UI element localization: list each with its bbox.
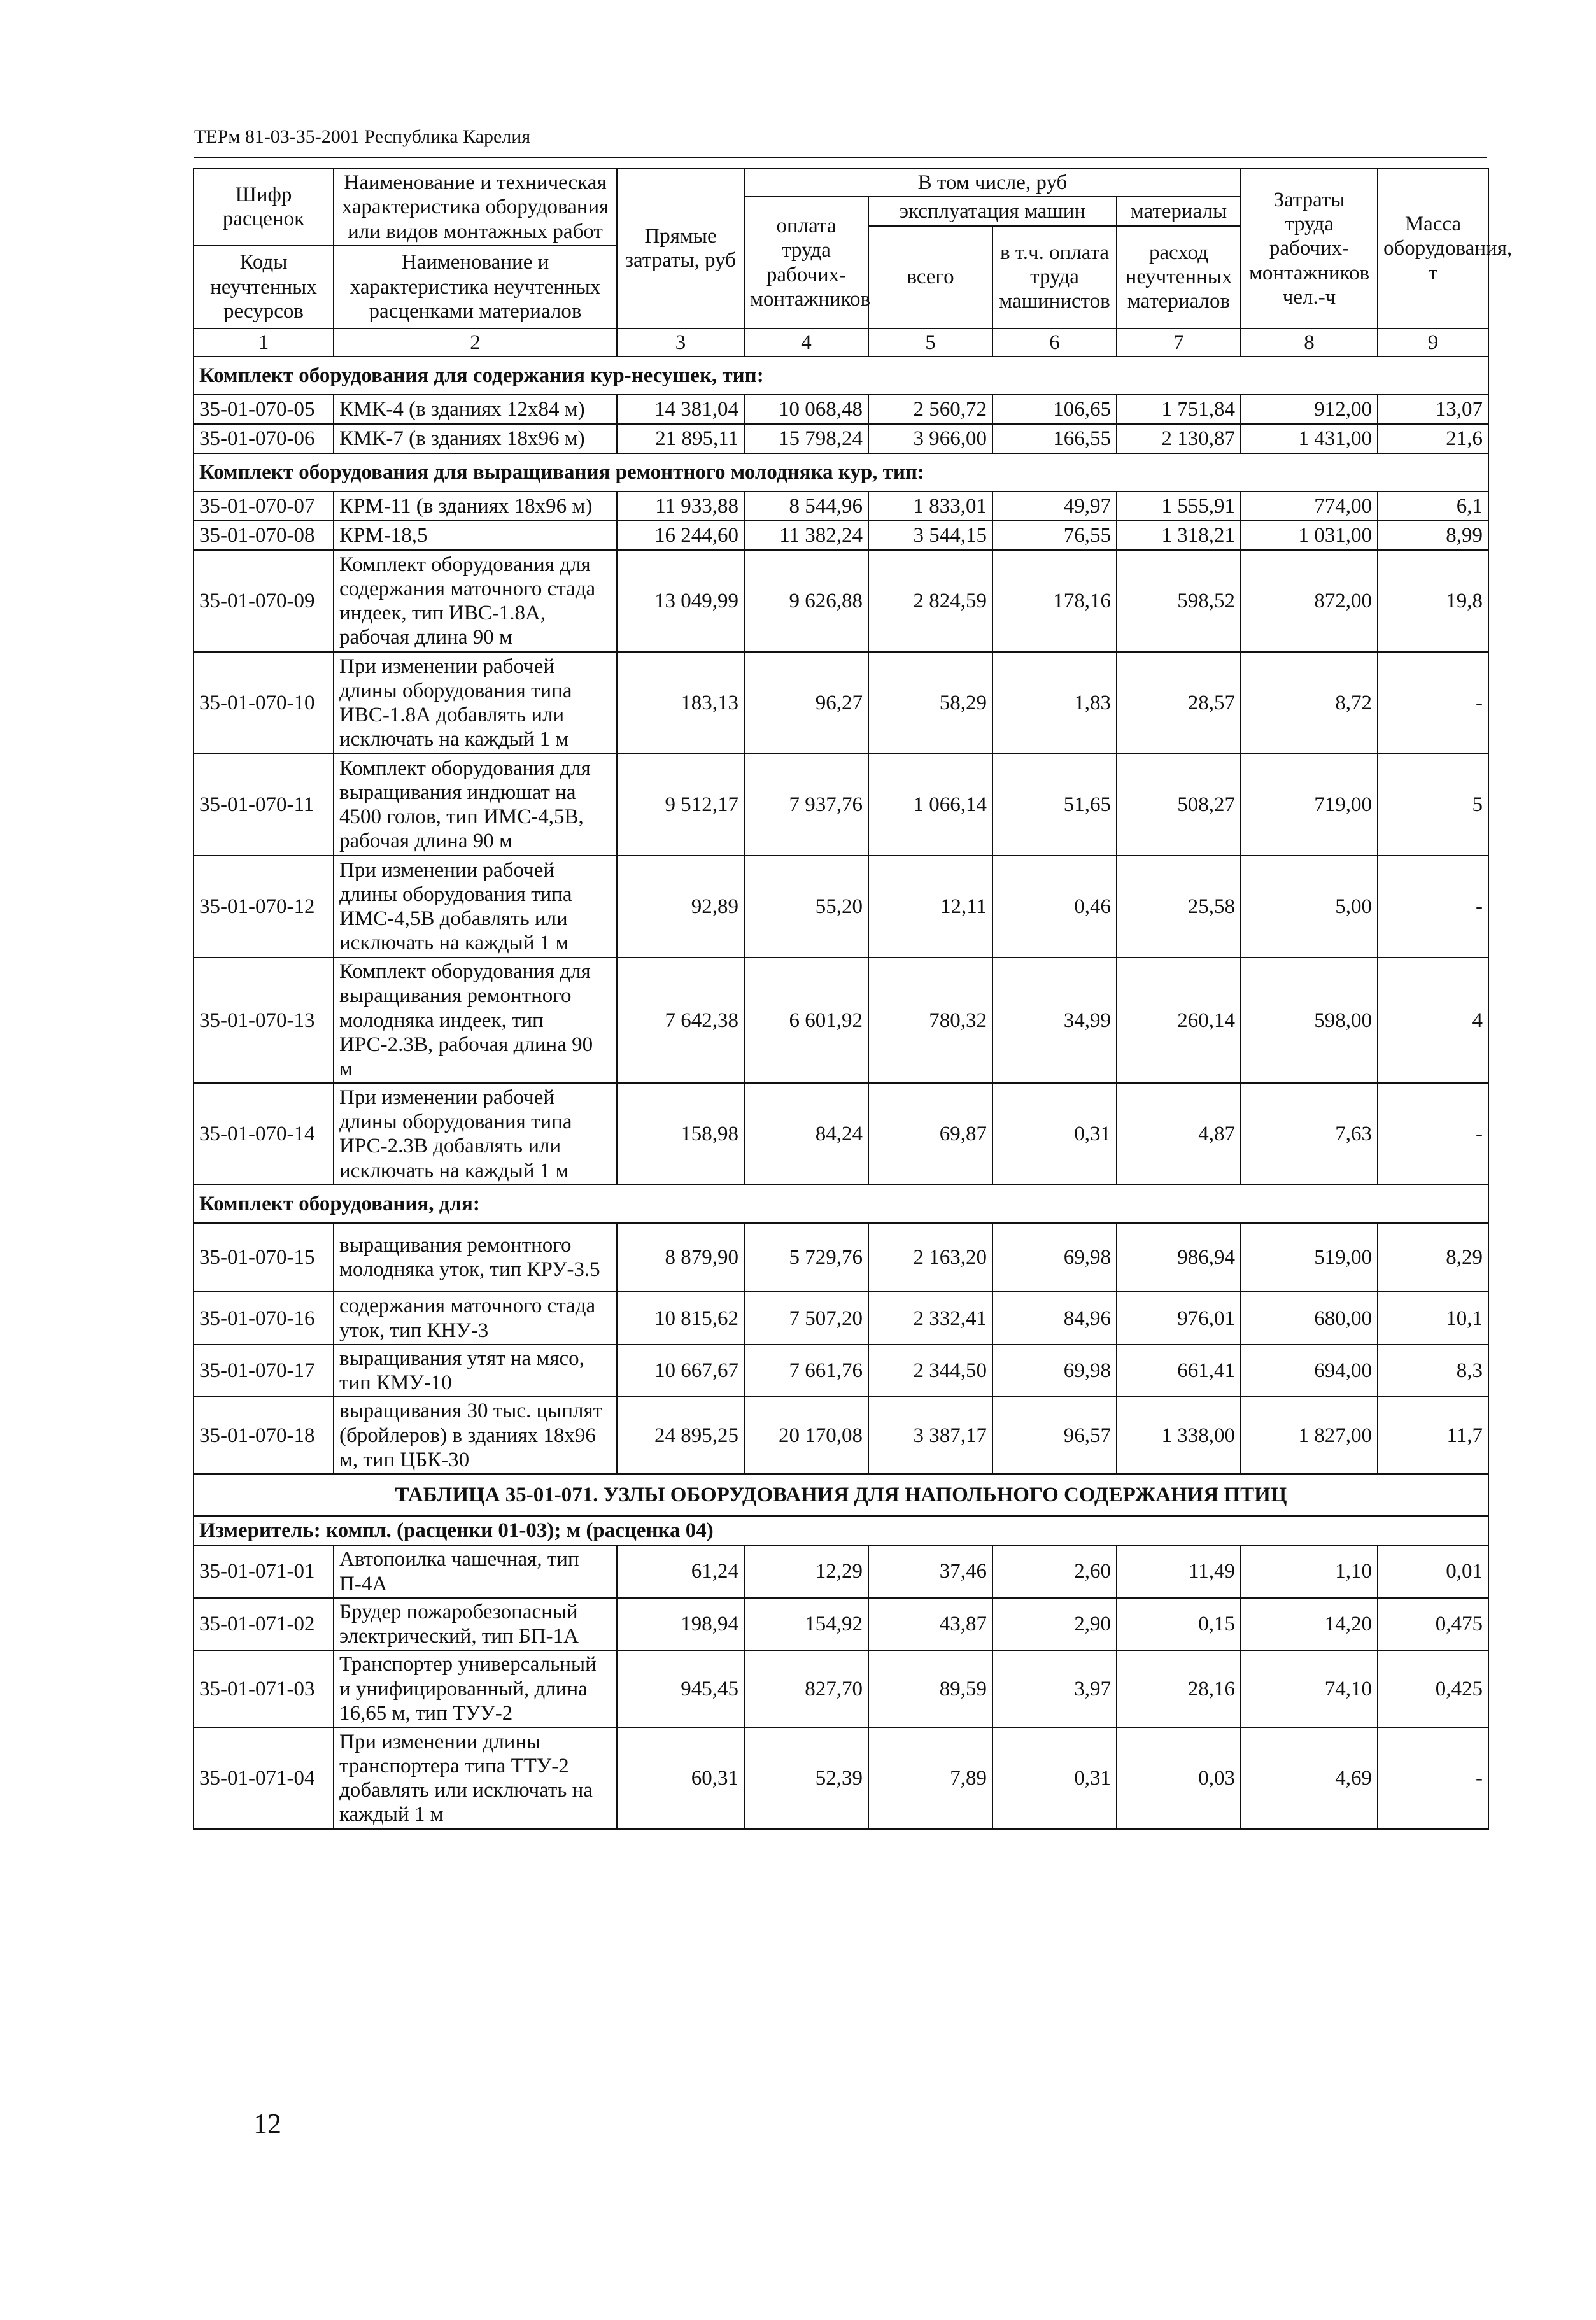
rate-value: 8,29 [1378, 1223, 1488, 1292]
rate-value: 1,10 [1241, 1545, 1378, 1598]
rate-code: 35-01-070-13 [194, 958, 334, 1083]
rate-value: 5 729,76 [744, 1223, 868, 1292]
rate-name: При изменении рабочей длины оборудования типа ИВС-1.8А добавлять или исключать на каждый 1 м [334, 652, 617, 754]
rate-name: выращивания 30 тыс. цыплят (бройлеров) в зданиях 18х96 м, тип ЦБК-30 [334, 1397, 617, 1474]
rate-value: 0,425 [1378, 1650, 1488, 1727]
section-row [194, 453, 1488, 492]
rate-name: При изменении длины транспортера типа ТТУ-2 добавлять или исключать на каждый 1 м [334, 1727, 617, 1829]
rate-value: 8 879,90 [617, 1223, 744, 1292]
rate-name: КМК-7 (в зданиях 18х96 м) [334, 424, 617, 453]
table-071-measure: Измеритель: компл. (расценки 01-03); м (расценка 04) [194, 1516, 1488, 1545]
table-row [194, 1727, 1488, 1829]
rate-code: 35-01-070-16 [194, 1292, 334, 1345]
rate-value: 774,00 [1241, 492, 1378, 521]
table-071-measure-row [194, 1516, 1488, 1545]
col-direct-costs: Прямые затраты, руб [617, 169, 744, 329]
column-number: 4 [744, 329, 868, 357]
rate-value: 43,87 [868, 1598, 992, 1651]
rate-value: 0,01 [1378, 1545, 1488, 1598]
rate-value: 1 031,00 [1241, 521, 1378, 550]
rate-value: 7 642,38 [617, 958, 744, 1083]
section-title: Комплект оборудования для содержания кур-несушек, тип: [194, 357, 1488, 395]
rate-value: 7 507,20 [744, 1292, 868, 1345]
header-rule [194, 157, 1487, 158]
rate-value: 508,27 [1117, 754, 1241, 856]
rate-value: 84,24 [744, 1083, 868, 1185]
rate-value: 719,00 [1241, 754, 1378, 856]
col-machines-group: эксплуатация машин [868, 197, 1117, 225]
rate-value: 694,00 [1241, 1345, 1378, 1397]
rate-value: 49,97 [992, 492, 1117, 521]
rate-name: При изменении рабочей длины оборудования типа ИМС-4,5В добавлять или исключать на каждый 1 м [334, 856, 617, 958]
rate-value: 3 387,17 [868, 1397, 992, 1474]
rate-value: 37,46 [868, 1545, 992, 1598]
rate-value: 20 170,08 [744, 1397, 868, 1474]
table-row [194, 754, 1488, 856]
rate-value: 3 966,00 [868, 424, 992, 453]
rate-value: 1 338,00 [1117, 1397, 1241, 1474]
col-code-title: Шифр расценок [194, 169, 334, 246]
rate-value: 96,57 [992, 1397, 1117, 1474]
col-wages: оплата труда рабочих-монтажников [744, 197, 868, 329]
section-title: Комплект оборудования для выращивания ремонтного молодняка кур, тип: [194, 453, 1488, 492]
col-materials-group: материалы [1117, 197, 1241, 225]
column-number: 8 [1241, 329, 1378, 357]
rate-value: 945,45 [617, 1650, 744, 1727]
rate-value: 10,1 [1378, 1292, 1488, 1345]
rate-value: 780,32 [868, 958, 992, 1083]
table-row [194, 1650, 1488, 1727]
rate-value: 84,96 [992, 1292, 1117, 1345]
table-row [194, 652, 1488, 754]
rate-value: 7,89 [868, 1727, 992, 1829]
rate-name: Комплект оборудования для выращивания индюшат на 4500 голов, тип ИМС-4,5В, рабочая длина 90 м [334, 754, 617, 856]
rate-value: 6,1 [1378, 492, 1488, 521]
rate-value: 28,57 [1117, 652, 1241, 754]
rate-value: 1 555,91 [1117, 492, 1241, 521]
rate-value: 96,27 [744, 652, 868, 754]
rate-value: 0,15 [1117, 1598, 1241, 1651]
rate-value: 2,90 [992, 1598, 1117, 1651]
col-machines-total: всего [868, 226, 992, 329]
rate-code: 35-01-070-08 [194, 521, 334, 550]
rate-value: 8,72 [1241, 652, 1378, 754]
rate-value: 11,7 [1378, 1397, 1488, 1474]
rate-value: 3,97 [992, 1650, 1117, 1727]
rate-value: 0,46 [992, 856, 1117, 958]
table-row [194, 958, 1488, 1083]
rate-value: 827,70 [744, 1650, 868, 1727]
rate-value: 60,31 [617, 1727, 744, 1829]
rate-value: 11 382,24 [744, 521, 868, 550]
rate-value: 2 163,20 [868, 1223, 992, 1292]
rate-value: 25,58 [1117, 856, 1241, 958]
column-number: 6 [992, 329, 1117, 357]
table-row [194, 1397, 1488, 1474]
rate-code: 35-01-070-05 [194, 395, 334, 424]
rate-value: - [1378, 856, 1488, 958]
rate-value: 92,89 [617, 856, 744, 958]
rate-value: 14,20 [1241, 1598, 1378, 1651]
rate-value: 872,00 [1241, 550, 1378, 652]
rate-value: 1 827,00 [1241, 1397, 1378, 1474]
rate-value: 76,55 [992, 521, 1117, 550]
rate-code: 35-01-070-07 [194, 492, 334, 521]
rate-value: 7 937,76 [744, 754, 868, 856]
rate-value: 24 895,25 [617, 1397, 744, 1474]
rate-value: 598,00 [1241, 958, 1378, 1083]
rate-value: 0,31 [992, 1083, 1117, 1185]
table-row [194, 492, 1488, 521]
column-number: 1 [194, 329, 334, 357]
rate-value: 21 895,11 [617, 424, 744, 453]
rate-value: 976,01 [1117, 1292, 1241, 1345]
rate-value: 5,00 [1241, 856, 1378, 958]
running-head: ТЕРм 81-03-35-2001 Республика Карелия [194, 126, 531, 147]
col-name-title: Наименование и техническая характеристика оборудования или видов монтажных работ [334, 169, 617, 246]
rate-name: Комплект оборудования для выращивания ремонтного молодняка индеек, тип ИРС-2.3В, рабочая длина 90 м [334, 958, 617, 1083]
rate-value: 69,98 [992, 1345, 1117, 1397]
rate-code: 35-01-071-02 [194, 1598, 334, 1651]
rate-value: 2 560,72 [868, 395, 992, 424]
rate-value: 11,49 [1117, 1545, 1241, 1598]
section-row [194, 357, 1488, 395]
rate-value: 1 833,01 [868, 492, 992, 521]
rate-value: 598,52 [1117, 550, 1241, 652]
rate-value: 5 [1378, 754, 1488, 856]
rate-value: 0,31 [992, 1727, 1117, 1829]
rate-value: 11 933,88 [617, 492, 744, 521]
rate-value: 21,6 [1378, 424, 1488, 453]
rate-value: 61,24 [617, 1545, 744, 1598]
col-name-unaccounted: Наименование и характеристика неучтенных расценками материалов [334, 246, 617, 329]
rate-value: 0,475 [1378, 1598, 1488, 1651]
table-row [194, 521, 1488, 550]
rate-value: 183,13 [617, 652, 744, 754]
rate-name: Автопоилка чашечная, тип П-4А [334, 1545, 617, 1598]
rate-value: 14 381,04 [617, 395, 744, 424]
rate-value: 10 068,48 [744, 395, 868, 424]
rate-value: 8,99 [1378, 521, 1488, 550]
table-row [194, 1083, 1488, 1185]
rate-value: 0,03 [1117, 1727, 1241, 1829]
rate-value: 10 815,62 [617, 1292, 744, 1345]
table-row [194, 1345, 1488, 1397]
rate-value: 89,59 [868, 1650, 992, 1727]
rate-name: выращивания утят на мясо, тип КМУ-10 [334, 1345, 617, 1397]
rate-value: - [1378, 652, 1488, 754]
page-number: 12 [253, 2108, 281, 2139]
column-numbers-row [194, 329, 1488, 357]
rate-value: 2 344,50 [868, 1345, 992, 1397]
rate-value: 661,41 [1117, 1345, 1241, 1397]
rate-value: 15 798,24 [744, 424, 868, 453]
rate-name: Транспортер универсальный и унифицированный, длина 16,65 м, тип ТУУ-2 [334, 1650, 617, 1727]
rate-name: КРМ-11 (в зданиях 18х96 м) [334, 492, 617, 521]
rate-name: выращивания ремонтного молодняка уток, тип КРУ-3.5 [334, 1223, 617, 1292]
col-incl-group: В том числе, руб [744, 169, 1241, 197]
rate-code: 35-01-070-10 [194, 652, 334, 754]
table-row [194, 1292, 1488, 1345]
rate-value: 519,00 [1241, 1223, 1378, 1292]
rate-value: 158,98 [617, 1083, 744, 1185]
rate-value: 13,07 [1378, 395, 1488, 424]
rate-value: 1 751,84 [1117, 395, 1241, 424]
rate-name: КРМ-18,5 [334, 521, 617, 550]
rate-value: 52,39 [744, 1727, 868, 1829]
rate-value: 8,3 [1378, 1345, 1488, 1397]
rate-value: 178,16 [992, 550, 1117, 652]
rate-value: 9 512,17 [617, 754, 744, 856]
rate-name: КМК-4 (в зданиях 12х84 м) [334, 395, 617, 424]
rate-value: 9 626,88 [744, 550, 868, 652]
column-number: 3 [617, 329, 744, 357]
rate-value: 74,10 [1241, 1650, 1378, 1727]
rate-value: 2,60 [992, 1545, 1117, 1598]
col-machinists-wages: в т.ч. оплата труда машинистов [992, 226, 1117, 329]
rate-value: 51,65 [992, 754, 1117, 856]
rate-value: 4,87 [1117, 1083, 1241, 1185]
column-number: 7 [1117, 329, 1241, 357]
rate-value: 166,55 [992, 424, 1117, 453]
rate-code: 35-01-070-14 [194, 1083, 334, 1185]
rate-code: 35-01-070-18 [194, 1397, 334, 1474]
rate-name: При изменении рабочей длины оборудования типа ИРС-2.3В добавлять или исключать на каждый 1 м [334, 1083, 617, 1185]
rate-value: 7 661,76 [744, 1345, 868, 1397]
table-row [194, 550, 1488, 652]
column-number: 9 [1378, 329, 1488, 357]
rate-value: 16 244,60 [617, 521, 744, 550]
rate-value: 2 332,41 [868, 1292, 992, 1345]
rate-value: 4,69 [1241, 1727, 1378, 1829]
table-row [194, 1598, 1488, 1651]
rate-value: 912,00 [1241, 395, 1378, 424]
col-codes-unaccounted: Коды неучтенных ресурсов [194, 246, 334, 329]
rate-value: 2 130,87 [1117, 424, 1241, 453]
col-mass: Масса оборудования, т [1378, 169, 1488, 329]
rate-code: 35-01-071-04 [194, 1727, 334, 1829]
table-row [194, 856, 1488, 958]
table-row [194, 1545, 1488, 1598]
col-labor: Затраты труда рабочих-монтажников чел.-ч [1241, 169, 1378, 329]
rate-value: 198,94 [617, 1598, 744, 1651]
rate-code: 35-01-071-03 [194, 1650, 334, 1727]
rate-value: 1 431,00 [1241, 424, 1378, 453]
rate-value: - [1378, 1727, 1488, 1829]
rate-value: 2 824,59 [868, 550, 992, 652]
rate-name: содержания маточного стада уток, тип КНУ-3 [334, 1292, 617, 1345]
table-row [194, 395, 1488, 424]
rate-value: 19,8 [1378, 550, 1488, 652]
rate-code: 35-01-070-12 [194, 856, 334, 958]
rate-value: 28,16 [1117, 1650, 1241, 1727]
rate-value: 1 066,14 [868, 754, 992, 856]
section-row [194, 1185, 1488, 1223]
rate-value: 69,87 [868, 1083, 992, 1185]
rate-value: 106,65 [992, 395, 1117, 424]
rate-value: 986,94 [1117, 1223, 1241, 1292]
rate-code: 35-01-070-15 [194, 1223, 334, 1292]
rate-code: 35-01-070-06 [194, 424, 334, 453]
rate-code: 35-01-071-01 [194, 1545, 334, 1598]
rate-value: 6 601,92 [744, 958, 868, 1083]
rate-value: - [1378, 1083, 1488, 1185]
col-materials-unaccounted: расход неучтенных материалов [1117, 226, 1241, 329]
rate-value: 55,20 [744, 856, 868, 958]
table-row [194, 1223, 1488, 1292]
rates-table [193, 168, 1513, 1830]
column-number: 5 [868, 329, 992, 357]
rate-code: 35-01-070-09 [194, 550, 334, 652]
rate-value: 154,92 [744, 1598, 868, 1651]
rate-value: 12,29 [744, 1545, 868, 1598]
rate-code: 35-01-070-17 [194, 1345, 334, 1397]
column-number: 2 [334, 329, 617, 357]
rate-value: 1 318,21 [1117, 521, 1241, 550]
rate-value: 12,11 [868, 856, 992, 958]
rate-value: 4 [1378, 958, 1488, 1083]
rate-value: 58,29 [868, 652, 992, 754]
rate-value: 69,98 [992, 1223, 1117, 1292]
rate-code: 35-01-070-11 [194, 754, 334, 856]
rate-name: Комплект оборудования для содержания маточного стада индеек, тип ИВС-1.8А, рабочая длина 90 м [334, 550, 617, 652]
table-071-title: ТАБЛИЦА 35-01-071. УЗЛЫ ОБОРУДОВАНИЯ ДЛЯ НАПОЛЬНОГО СОДЕРЖАНИЯ ПТИЦ [194, 1474, 1488, 1516]
table-071-title-row [194, 1474, 1488, 1516]
rate-value: 13 049,99 [617, 550, 744, 652]
rate-value: 7,63 [1241, 1083, 1378, 1185]
rate-name: Брудер пожаробезопасный электрический, тип БП-1А [334, 1598, 617, 1651]
rate-value: 34,99 [992, 958, 1117, 1083]
rate-value: 260,14 [1117, 958, 1241, 1083]
section-title: Комплект оборудования, для: [194, 1185, 1488, 1223]
rate-value: 10 667,67 [617, 1345, 744, 1397]
rate-value: 1,83 [992, 652, 1117, 754]
table-row [194, 424, 1488, 453]
rate-value: 680,00 [1241, 1292, 1378, 1345]
rate-value: 8 544,96 [744, 492, 868, 521]
rate-value: 3 544,15 [868, 521, 992, 550]
